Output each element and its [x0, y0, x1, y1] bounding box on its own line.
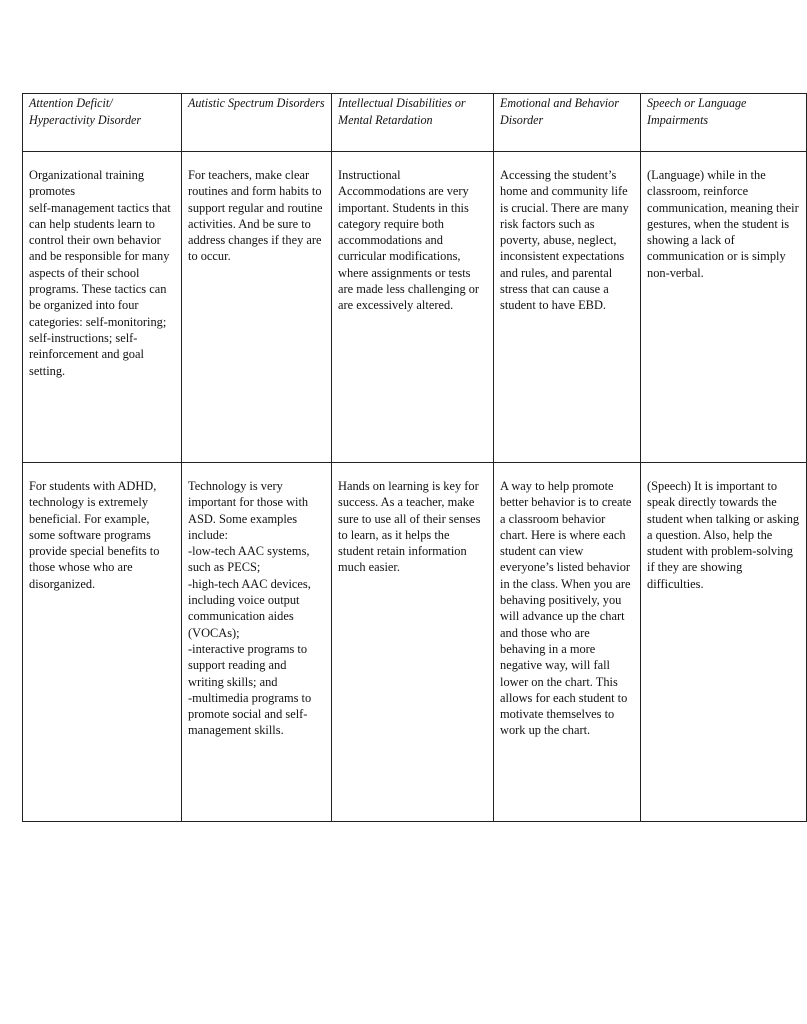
table-cell: [332, 463, 494, 822]
cell-text: Technology is very important for those with ASD. Some examples include: -low-tech AAC systems, such as PECS; -high-tech AAC devices, including voice output communication aides (VOCAs); -interactive programs to support reading and writing skills; and -multimedia programs to promote social and self-management skills.: [188, 479, 312, 738]
header-text: Intellectual Disabilities or Mental Retardation: [338, 96, 466, 127]
table-cell: [494, 152, 641, 463]
cell-text: Organizational training promotes self-management tactics that can help students learn to control their own behavior and be responsible for many aspects of their school programs. These tactics can be organized into four categories: self-monitoring; self-instructions; self-reinforcement and goal setting.: [29, 168, 171, 378]
header-text: Emotional and Behavior Disorder: [500, 96, 619, 127]
cell-text: Instructional Accommodations are very important. Students in this category require both accommodations and curricular modifications, where assignments or tests are made less challenging or are excessively altered.: [338, 168, 480, 313]
header-text: Speech or Language Impairments: [647, 96, 747, 127]
table-cell: [23, 152, 182, 463]
cell-text: For teachers, make clear routines and form habits to support regular and routine activities. And be sure to address changes if they are to occur.: [188, 168, 323, 264]
header-ebd: [494, 94, 641, 152]
header-text: Attention Deficit/ Hyperactivity Disorder: [29, 96, 142, 127]
table-cell: [332, 152, 494, 463]
cell-text: Hands on learning is key for success. As a teacher, make sure to use all of their senses to learn, as it helps the student retain information much easier.: [338, 479, 481, 575]
cell-text: (Language) while in the classroom, reinforce communication, meaning their gestures, when the student is showing a lack of communication or is simply non-verbal.: [647, 168, 799, 280]
cell-text: For students with ADHD, technology is extremely beneficial. For example, some software programs provide special benefits to those whose who are disorganized.: [29, 479, 160, 591]
table-cell: [641, 152, 807, 463]
header-asd: [182, 94, 332, 152]
table-header-row: [23, 94, 807, 152]
header-intellectual-disabilities: [332, 94, 494, 152]
header-speech-language: [641, 94, 807, 152]
table-cell: [641, 463, 807, 822]
table-cell: [23, 463, 182, 822]
disability-strategies-table: [22, 93, 807, 822]
table-cell: [494, 463, 641, 822]
cell-text: (Speech) It is important to speak directly towards the student when talking or asking a question. Also, help the student with problem-solving if they are showing difficulties.: [647, 479, 800, 591]
header-text: Autistic Spectrum Disorders: [188, 96, 325, 110]
cell-text: Accessing the student’s home and community life is crucial. There are many risk factors such as poverty, abuse, neglect, inconsistent expectations and rules, and parental stress that can cause a student to have EBD.: [500, 168, 629, 313]
table-cell: [182, 152, 332, 463]
cell-text: A way to help promote better behavior is to create a classroom behavior chart. Here is where each student can view everyone’s listed behavior in the class. When you are behaving positively, you will advance up the chart and those who are behaving in a more negative way, will fall lower on the chart. This allows for each student to motivate themselves to work up the chart.: [500, 479, 632, 738]
table-row: [23, 152, 807, 463]
table-row: [23, 463, 807, 822]
table-cell: [182, 463, 332, 822]
header-adhd: [23, 94, 182, 152]
